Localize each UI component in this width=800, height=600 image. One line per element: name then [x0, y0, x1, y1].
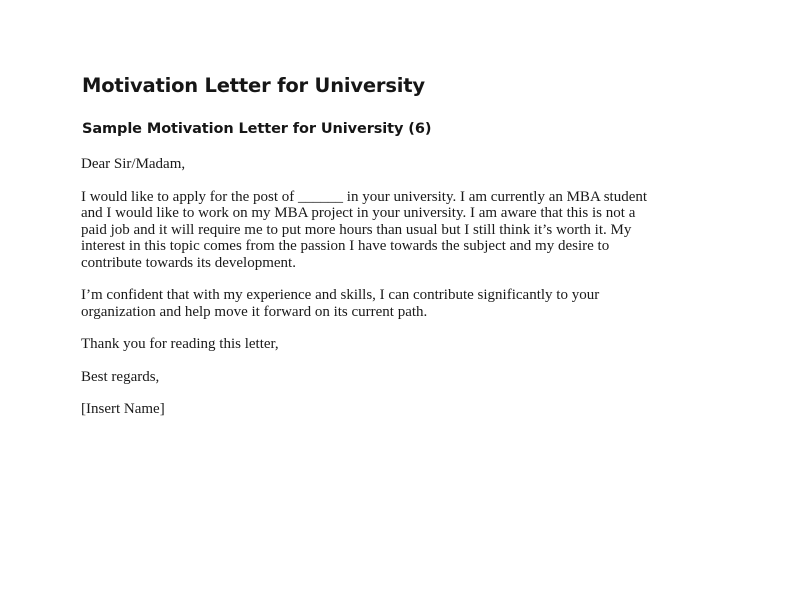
paragraph-line: I would like to apply for the post of ______ in your university. I am currently an MBA student [81, 188, 648, 205]
paragraph-line: paid job and it will require me to put more hours than usual but I still think it’s worth it. My [81, 221, 632, 238]
paragraph-line: contribute towards its development. [81, 254, 296, 271]
signature-placeholder: [Insert Name] [81, 401, 165, 417]
paragraph-confidence [81, 287, 721, 320]
closing-line: Best regards, [81, 368, 160, 385]
paragraph-intro [81, 189, 721, 272]
thanks-line: Thank you for reading this letter, [81, 336, 279, 352]
paragraph-line: interest in this topic comes from the passion I have towards the subject and my desire to [81, 238, 610, 254]
paragraph-line: and I would like to work on my MBA project in your university. I am aware that this is not a [81, 205, 636, 221]
salutation: Dear Sir/Madam, [81, 156, 186, 172]
document-title: Motivation Letter for University [82, 74, 425, 97]
paragraph-line: I’m confident that with my experience and skills, I can contribute significantly to your [81, 287, 600, 303]
document-subtitle: Sample Motivation Letter for University (6) [82, 121, 432, 137]
paragraph-line: organization and help move it forward on its current path. [81, 303, 428, 320]
letter-body [81, 156, 721, 434]
